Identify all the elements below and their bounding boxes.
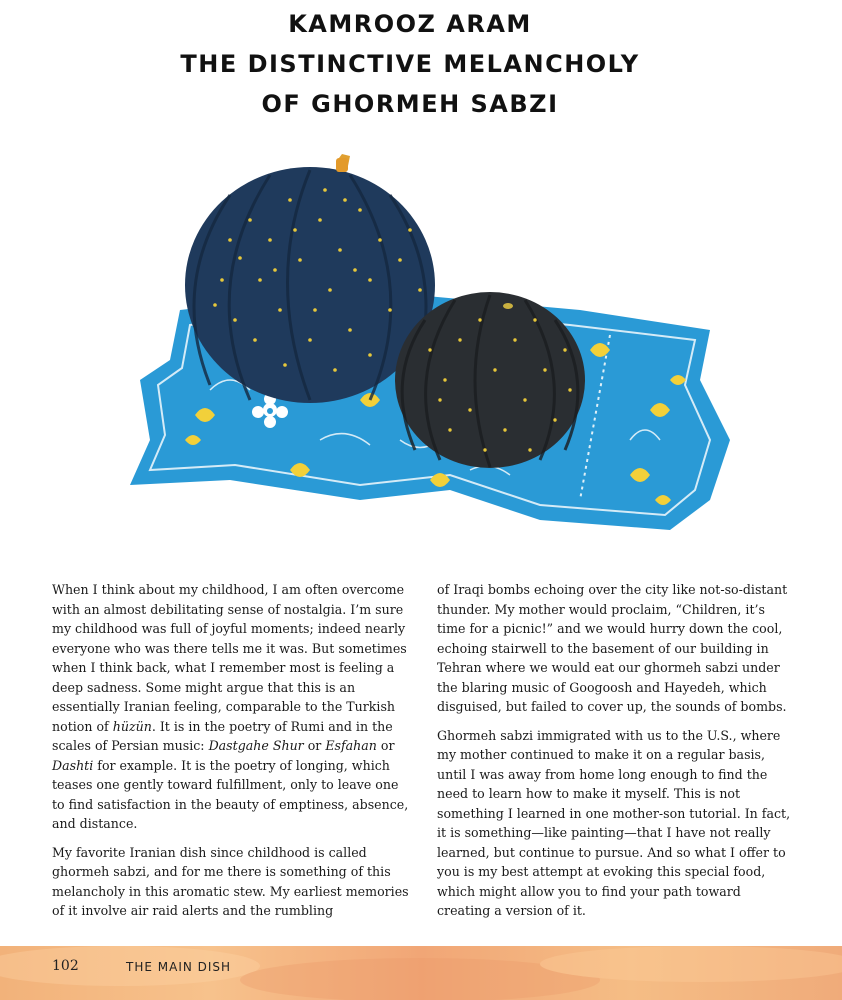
squash-illustration	[110, 140, 750, 560]
section-title: THE MAIN DISH	[126, 960, 232, 974]
page-title	[0, 4, 820, 124]
title-line-3: OF GHORMEH SABZI	[261, 90, 559, 118]
paragraph: My favorite Iranian dish since childhood is called ghormeh sabzi, and for me there is something of this melancholy in this aromatic stew. My earliest memories of it involve air raid alerts and the rumbling	[52, 844, 409, 918]
small-squash	[395, 292, 585, 468]
page-number: 102	[52, 958, 79, 974]
text-column-left	[52, 580, 412, 930]
paragraph: When I think about my childhood, I am often overcome with an almost debilitating sense of nostalgia. I’m sure my childhood was full of joyful moments; indeed nearly everyone who was there tells me it was. But sometimes when I think back, what I remember most is feeling a deep sadness. Some might argue that this is an essentially Iranian feeling, comparable to the Turkish notion of hüzün. It is in the poetry of Rumi and in the scales of Persian music: Dastgahe Shur or Esfahan or Dashti for example. It is the poetry of longing, which teases one gently toward fulfillment, only to leave one to find satisfaction in the beauty of emptiness, absence, and distance.	[52, 582, 409, 831]
title-author: KAMROOZ ARAM	[288, 10, 532, 38]
page-footer	[0, 946, 842, 1000]
text-column-right	[437, 580, 793, 930]
title-line-2: THE DISTINCTIVE MELANCHOLY	[180, 50, 640, 78]
paragraph: Ghormeh sabzi immigrated with us to the U.S., where my mother continued to make it on a regular basis, until I was away from home long enough to find the need to learn how to make it myself. This is not something I learned in one mother-son tutorial. In fact, it is something—like painting—that I have not really learned, but continue to pursue. And so what I offer to you is my best attempt at evoking this special food, which might allow you to find your path toward creating a version of it.	[437, 727, 791, 918]
paragraph: of Iraqi bombs echoing over the city like not-so-distant thunder. My mother would proclaim, “Children, it’s time for a picnic!” and we would hurry down the cool, echoing stairwell to the basement of our building in Tehran where we would eat our ghormeh sabzi under the blaring music of Googoosh and Hayedeh, which disguised, but failed to cover up, the sounds of bombs.	[437, 582, 788, 714]
